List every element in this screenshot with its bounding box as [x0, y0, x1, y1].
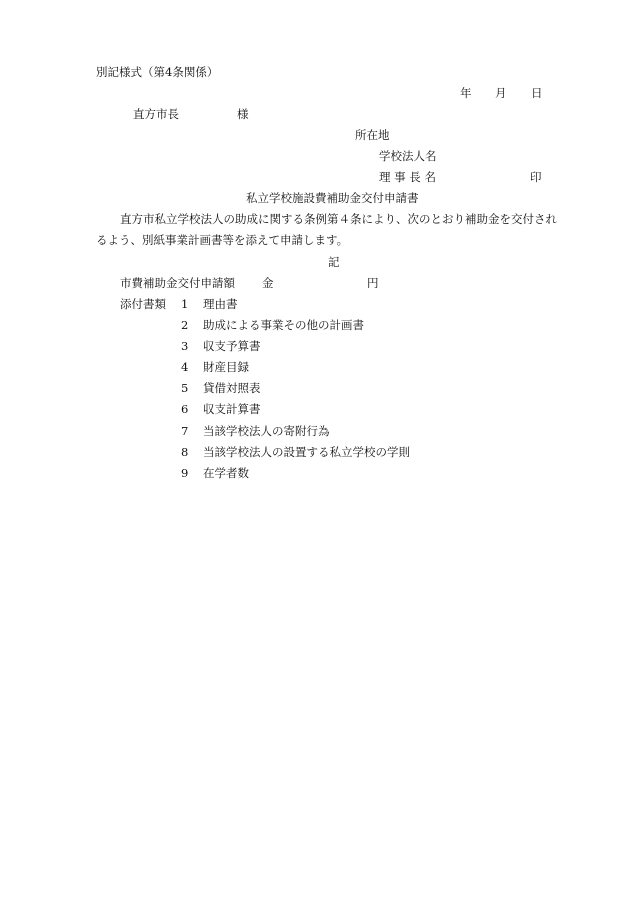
- date-day: 日: [531, 86, 543, 100]
- attachment-item: 収支計算書: [203, 402, 261, 416]
- addressee-honorific: 様: [237, 107, 249, 121]
- addressee-name: 直方市長: [133, 107, 179, 121]
- amount-label: 市費補助金交付申請額: [120, 276, 235, 290]
- attachment-item: 助成による事業その他の計画書: [203, 318, 364, 332]
- form-reference: 別記様式（第4条関係）: [96, 65, 219, 79]
- attachment-item: 収支予算書: [203, 339, 261, 353]
- school-corp-label: 学校法人名: [379, 149, 437, 163]
- director-label: 理 事 長 名: [379, 170, 436, 184]
- attachment-item: 貸借対照表: [203, 381, 261, 395]
- body-line-2: るよう、別紙事業計画書等を添えて申請します。: [96, 233, 349, 247]
- attachment-item: 当該学校法人の設置する私立学校の学則: [203, 445, 410, 459]
- attachment-item: 在学者数: [203, 466, 249, 480]
- attachment-num: 8: [181, 445, 189, 459]
- attachment-num: 2: [181, 318, 189, 332]
- body-line-1: 直方市私立学校法人の助成に関する条例第４条により、次のとおり補助金を交付され: [120, 212, 557, 226]
- date-year: 年: [460, 86, 472, 100]
- address-label: 所在地: [355, 128, 390, 142]
- document-title: 私立学校施設費補助金交付申請書: [246, 191, 419, 205]
- attachment-num: 7: [181, 424, 189, 438]
- attachment-num: 5: [181, 381, 189, 395]
- attachment-num: 9: [181, 466, 189, 480]
- attachment-num: 3: [181, 339, 189, 353]
- amount-kin: 金: [262, 276, 274, 290]
- attachments-label: 添付書類: [120, 297, 166, 311]
- attachment-item: 当該学校法人の寄附行為: [203, 424, 330, 438]
- attachment-num: 4: [181, 360, 189, 374]
- attachment-item: 財産目録: [203, 360, 249, 374]
- attachment-num: 1: [181, 297, 189, 311]
- attachment-item: 理由書: [203, 297, 238, 311]
- seal-mark: 印: [530, 170, 542, 184]
- amount-yen: 円: [367, 276, 379, 290]
- date-month: 月: [495, 86, 507, 100]
- ki-heading: 記: [328, 255, 340, 269]
- attachment-num: 6: [181, 402, 189, 416]
